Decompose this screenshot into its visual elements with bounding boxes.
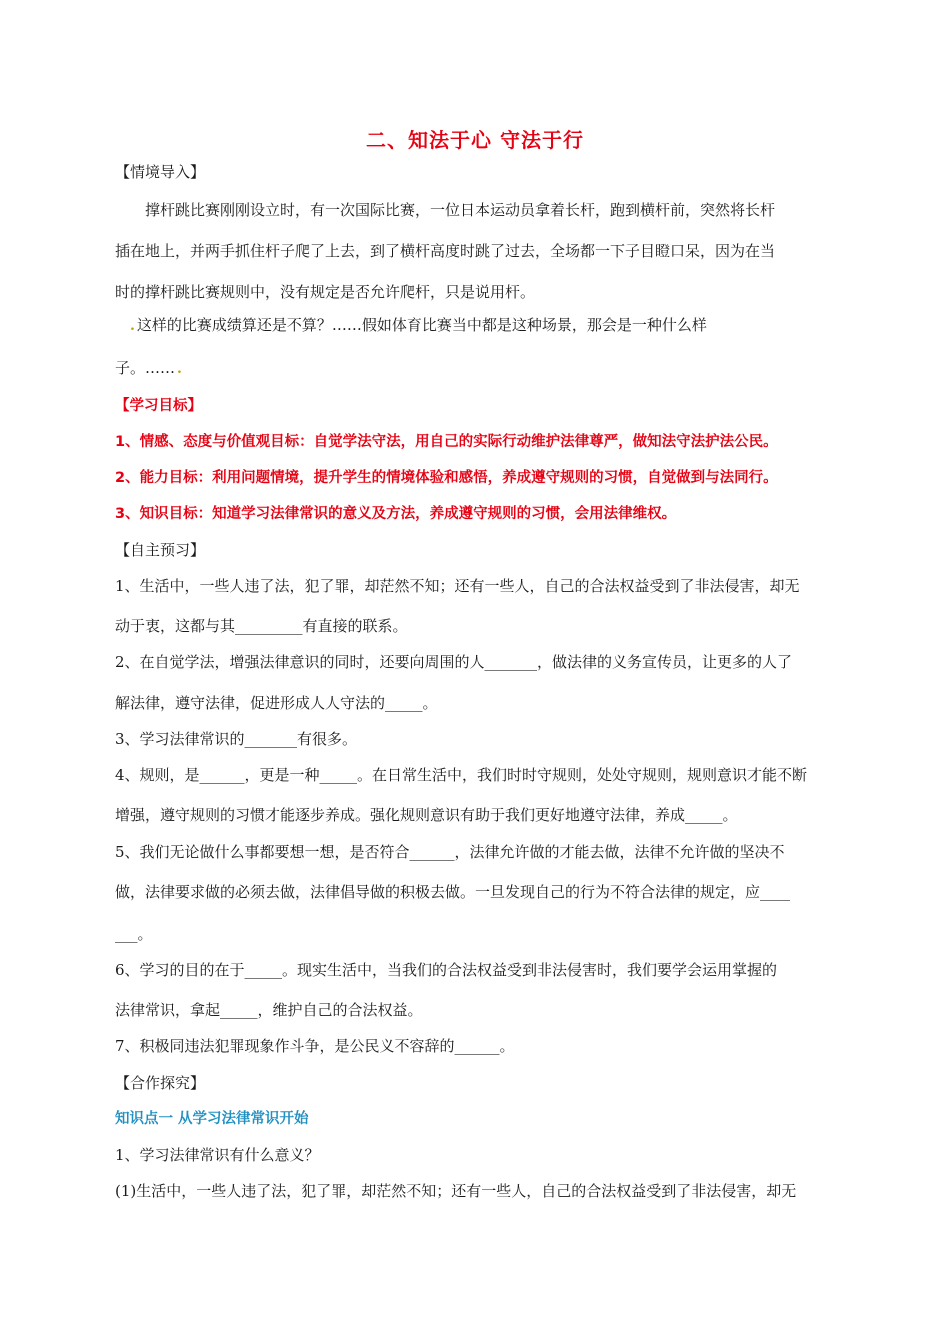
goal-item: 1、情感、态度与价值观目标：自觉学法守法，用自己的实际行动维护法律尊严，做知法守法护法公民。 (115, 434, 778, 450)
question-line: 4、规则，是______，更是一种_____。在日常生活中，我们时时守规则，处处守规则，规则意识才能不断 (115, 766, 808, 784)
paragraph-line: 插在地上，并两手抓住杆子爬了上去，到了横杆高度时跳了过去，全场都一下子目瞪口呆，因为在当 (115, 242, 776, 260)
goal-item: 3、知识目标：知道学习法律常识的意义及方法，养成遵守规则的习惯，会用法律维权。 (115, 506, 677, 522)
paragraph-line (115, 358, 184, 379)
paragraph-line: 时的撑杆跳比赛规则中，没有规定是否允许爬杆，只是说用杆。 (115, 283, 536, 301)
question-line: 解法律，遵守法律，促进形成人人守法的_____。 (115, 694, 438, 712)
question-line: 1、生活中，一些人违了法，犯了罪，却茫然不知；还有一些人，自己的合法权益受到了非法侵害，却无 (115, 577, 800, 595)
paragraph-text: 子。…… (115, 359, 176, 377)
question-line: 做，法律要求做的必须去做，法律倡导做的积极去做。一旦发现自己的行为不符合法律的规定，应____ (115, 883, 791, 901)
question-line: 7、积极同违法犯罪现象作斗争，是公民义不容辞的______。 (115, 1037, 515, 1055)
paragraph-text: 这样的比赛成绩算还是不算？……假如体育比赛当中都是这种场景，那会是一种什么样 (136, 316, 707, 334)
document-title: 二、知法于心 守法于行 (366, 128, 584, 152)
question-line: 2、在自觉学法，增强法律意识的同时，还要向周围的人_______，做法律的义务宣传员，让更多的人了 (115, 653, 793, 671)
knowledge-point-heading: 知识点一 从学习法律常识开始 (115, 1111, 309, 1127)
question-line: 3、学习法律常识的_______有很多。 (115, 730, 358, 748)
section-head-situation: 【情境导入】 (115, 163, 206, 181)
question-line: 5、我们无论做什么事都要想一想，是否符合______，法律允许做的才能去做，法律不允许做的坚决不 (115, 843, 785, 861)
question-line: (1)生活中，一些人违了法，犯了罪，却茫然不知；还有一些人，自己的合法权益受到了非法侵害，却无 (115, 1182, 797, 1200)
section-head-goals: 【学习目标】 (115, 398, 202, 414)
goal-item: 2、能力目标：利用问题情境，提升学生的情境体验和感悟，养成遵守规则的习惯，自觉做到与法同行。 (115, 470, 778, 486)
dot-mark-icon: . (177, 361, 182, 377)
question-line: 增强，遵守规则的习惯才能逐步养成。强化规则意识有助于我们更好地遵守法律，养成_____。 (115, 806, 738, 824)
question-line: ___。 (115, 925, 153, 943)
paragraph-line (128, 315, 707, 336)
question-line: 动于衷，这都与其_________有直接的联系。 (115, 617, 408, 635)
section-head-preview: 【自主预习】 (115, 541, 206, 559)
paragraph-line: 撑杆跳比赛刚刚设立时，有一次国际比赛，一位日本运动员拿着长杆，跑到横杆前，突然将长杆 (145, 201, 776, 219)
section-head-cooperation: 【合作探究】 (115, 1074, 206, 1092)
question-line: 6、学习的目的在于_____。现实生活中，当我们的合法权益受到非法侵害时，我们要学会运用掌握的 (115, 961, 778, 979)
dot-mark-icon: . (130, 318, 135, 334)
question-line: 法律常识，拿起_____，维护自己的合法权益。 (115, 1001, 423, 1019)
question-line: 1、学习法律常识有什么意义？ (115, 1146, 320, 1164)
